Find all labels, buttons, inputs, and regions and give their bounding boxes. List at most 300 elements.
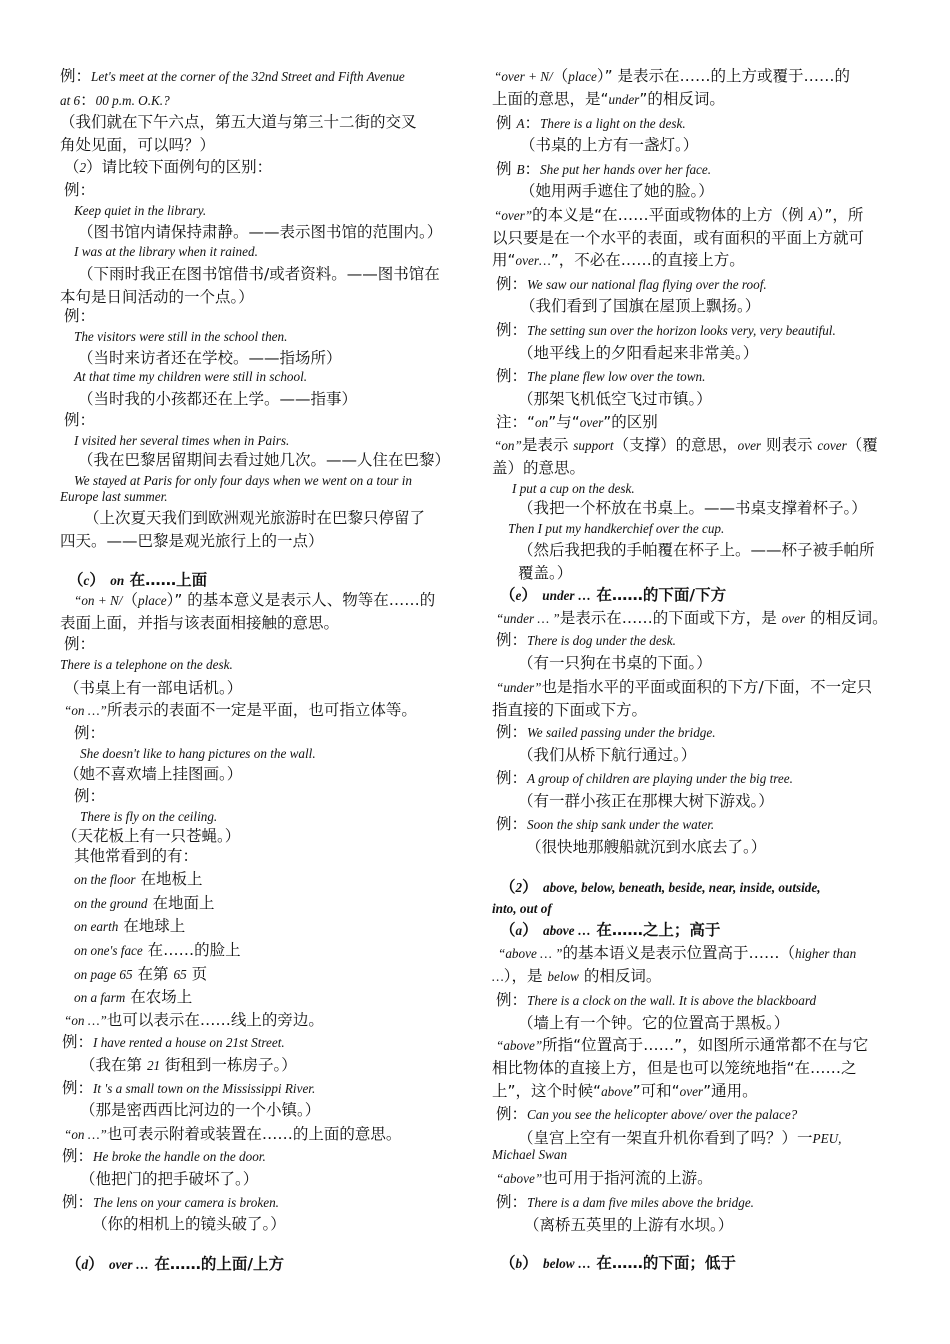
left-text-line — [80, 806, 217, 827]
english-text: Then I put my handkerchief over the cup. — [508, 521, 725, 536]
right-text-line — [496, 159, 711, 180]
left-text-line — [80, 743, 316, 764]
chinese-text: 注：“ — [496, 413, 536, 431]
chinese-text: （地平线上的夕阳看起来非常美。） — [518, 344, 759, 362]
right-text-line — [520, 296, 760, 316]
english-text: “over” — [494, 208, 533, 223]
chinese-text: （当时我的小孩都还在上学。——指事） — [78, 390, 358, 408]
left-text-line — [62, 1078, 315, 1099]
english-text: B — [516, 162, 525, 177]
english-text: on the ground — [74, 896, 148, 911]
chinese-text: （ — [66, 1255, 82, 1273]
right-text-line — [496, 768, 793, 789]
left-text-line — [84, 508, 425, 528]
left-text-line — [74, 869, 202, 890]
right-text-line — [496, 1192, 754, 1213]
chinese-text: ） — [521, 586, 543, 604]
chinese-text: 所指“位置高于……”，如图所示通常都不在与它 — [542, 1036, 869, 1054]
right-text-line — [518, 498, 867, 518]
chinese-text: （图书馆内请保持肃静。——表示图书馆的范围内。） — [78, 223, 443, 241]
right-text-line — [520, 181, 714, 201]
right-text-line — [492, 700, 647, 720]
left-text-line — [74, 846, 198, 866]
left-text-line — [68, 570, 207, 591]
left-text-line — [74, 590, 435, 611]
chinese-text: 在……的脸上 — [142, 941, 241, 959]
english-text: place — [138, 593, 167, 608]
english-text: A group of children are playing under the big tree. — [527, 771, 793, 786]
right-text-line — [512, 478, 635, 499]
left-text-line — [64, 764, 242, 784]
left-text-line — [80, 1169, 258, 1189]
chinese-text: 在……的下面；低于 — [591, 1254, 736, 1272]
english-text: “above” — [496, 1038, 543, 1053]
left-text-line — [80, 1100, 320, 1120]
chinese-text: 例： — [62, 1079, 94, 1097]
english-text: “above … ” — [498, 946, 563, 961]
english-text: She put her hands over her face. — [540, 162, 712, 177]
chinese-text: ”的相反词。 — [639, 90, 725, 108]
chinese-text: （ — [500, 1254, 516, 1272]
right-text-line — [500, 585, 726, 606]
left-text-line — [74, 893, 214, 914]
chinese-text: 则表示 — [761, 436, 818, 454]
english-text: He broke the handle on the door. — [93, 1149, 266, 1164]
chinese-text: 相比物体的直接上方，但是也可以笼统地指“在……之 — [492, 1059, 857, 1077]
chinese-text: （ — [500, 586, 516, 604]
right-text-line — [496, 608, 888, 629]
chinese-text: （ — [122, 591, 138, 609]
chinese-text: 以只要是在一个水平的表面，或有面积的平面上方就可 — [492, 229, 865, 247]
left-text-line — [60, 66, 405, 87]
chinese-text: （支撑）的意思， — [613, 436, 738, 454]
english-text: I put a cup on the desk. — [512, 481, 635, 496]
right-text-line — [492, 1144, 567, 1165]
chinese-text: 页 — [186, 965, 208, 983]
english-text: above, below, beneath, beside, near, inside, outside, — [543, 880, 821, 895]
english-text: There is a clock on the wall. It is above the blackboard — [527, 993, 817, 1008]
right-text-line — [496, 722, 716, 743]
chinese-text: ） — [522, 1254, 544, 1272]
english-text: “on …” — [64, 1127, 107, 1142]
english-text: d — [81, 1257, 89, 1272]
left-text-line — [78, 348, 342, 368]
right-text-line — [518, 791, 774, 811]
chinese-text: 例： — [64, 181, 96, 199]
chinese-text: 例 — [496, 160, 517, 178]
left-text-line — [74, 200, 206, 221]
english-text: “over + N/ — [494, 69, 553, 84]
right-text-line — [496, 1035, 868, 1056]
chinese-text: ”，不必在……的直接上方。 — [550, 251, 745, 269]
left-text-line — [64, 157, 272, 178]
left-text-line — [74, 964, 207, 985]
english-text: over — [781, 611, 806, 626]
chinese-text: 例： — [496, 631, 528, 649]
english-text: on — [110, 573, 125, 588]
chinese-text: ），是 — [503, 967, 548, 985]
left-text-line — [60, 654, 233, 675]
chinese-text: （离桥五英里的上游有水坝。） — [524, 1216, 734, 1234]
chinese-text: 在……上面 — [124, 571, 208, 589]
chinese-text: （我们看到了国旗在屋顶上飘扬。） — [520, 297, 761, 315]
english-text: The visitors were still in the school then. — [74, 329, 288, 344]
left-text-line — [66, 1254, 284, 1275]
chinese-text: ） — [89, 571, 111, 589]
chinese-text: 例： — [74, 724, 106, 742]
english-text: a — [515, 923, 523, 938]
chinese-text: 例： — [64, 307, 96, 325]
english-text: PEU, — [812, 1131, 842, 1146]
chinese-text: （有一只狗在书桌的下面。） — [518, 654, 712, 672]
chinese-text: 在地板上 — [135, 870, 203, 888]
chinese-text: 在第 — [132, 965, 174, 983]
english-text: 00 p.m. O.K.? — [95, 93, 170, 108]
english-text: support — [573, 438, 614, 453]
chinese-text: （ — [500, 878, 516, 896]
english-text: on page 65 — [74, 967, 133, 982]
chinese-text: 本句是日间活动的一个点。） — [60, 288, 254, 306]
left-text-line — [64, 410, 95, 430]
english-text: below … — [543, 1256, 592, 1271]
chinese-text: ）” 的基本意义是表示人、物等在……的 — [166, 591, 436, 609]
right-text-line — [492, 250, 745, 271]
left-text-line — [60, 112, 417, 132]
chinese-text: ） — [88, 1255, 110, 1273]
right-text-line — [518, 343, 758, 363]
english-text: b — [515, 1256, 523, 1271]
english-text: There is a telephone on the desk. — [60, 657, 233, 672]
english-text: A — [516, 116, 525, 131]
english-text: I was at the library when it rained. — [74, 244, 258, 259]
right-text-line — [496, 320, 836, 341]
chinese-text: （下雨时我正在图书馆借书/或者资料。——图书馆在 — [78, 265, 440, 283]
chinese-text: 也可表示附着或装置在……的上面的意思。 — [106, 1125, 402, 1143]
right-text-line — [496, 113, 686, 134]
chinese-text: 的相反词。 — [805, 609, 888, 627]
chinese-text: 所表示的表面不一定是平面，也可指立体等。 — [106, 701, 417, 719]
right-text-line — [500, 920, 720, 941]
chinese-text: ： — [80, 91, 96, 109]
left-text-line — [64, 306, 95, 326]
right-text-line — [496, 1168, 713, 1189]
english-text: “above” — [496, 1171, 543, 1186]
chinese-text: ”可和“ — [632, 1082, 680, 1100]
chinese-text: 在地球上 — [118, 917, 186, 935]
chinese-text: 的相反词。 — [578, 967, 662, 985]
left-text-line — [64, 1124, 401, 1145]
chinese-text: （有一群小孩正在那棵大树下游戏。） — [518, 792, 774, 810]
english-text: Keep quiet in the library. — [74, 203, 207, 218]
chinese-text: ）”，所 — [816, 206, 864, 224]
right-text-line — [492, 898, 552, 919]
chinese-text: 在……的下面/下方 — [591, 586, 727, 604]
english-text: over… — [515, 253, 551, 268]
english-text: She doesn't like to hang pictures on the wall. — [80, 746, 316, 761]
chinese-text: （ — [500, 921, 516, 939]
english-text: over … — [109, 1257, 149, 1272]
left-text-line — [62, 1032, 285, 1053]
left-text-line — [64, 634, 95, 654]
right-text-line — [518, 563, 572, 583]
right-text-line — [492, 1081, 758, 1102]
chinese-text: （那是密西西比河边的一个小镇。） — [80, 1101, 321, 1119]
right-text-line — [492, 966, 661, 987]
right-text-line — [500, 1253, 736, 1274]
chinese-text: 例 — [496, 114, 517, 132]
left-text-line — [64, 678, 242, 698]
chinese-text: （那架飞机低空飞过市镇。） — [518, 390, 712, 408]
chinese-text: 也是指水平的平面或面积的下方/下面，不一定只 — [541, 678, 873, 696]
english-text: I visited her several times when in Pairs. — [74, 433, 290, 448]
chinese-text: 例： — [496, 723, 528, 741]
right-text-line — [496, 274, 767, 295]
english-text: 2 — [515, 880, 523, 895]
english-text: 65 — [173, 967, 187, 982]
chinese-text: （墙上有一个钟。它的位置高于黑板。） — [518, 1014, 790, 1032]
chinese-text: 例： — [74, 787, 106, 805]
english-text: It 's a small town on the Mississippi River. — [93, 1081, 316, 1096]
left-text-line — [74, 786, 105, 806]
english-text: There is a light on the desk. — [540, 116, 686, 131]
chinese-text: 例： — [64, 635, 96, 653]
english-text: on a farm — [74, 990, 126, 1005]
chinese-text: ： — [524, 114, 541, 132]
chinese-text: 其他常看到的有： — [74, 847, 199, 865]
chinese-text: （ — [68, 571, 84, 589]
english-text: We saw our national flag flying over the roof. — [527, 277, 767, 292]
chinese-text: （你的相机上的镜头破了。） — [92, 1215, 286, 1233]
english-text: cover — [817, 438, 847, 453]
english-text: e — [515, 588, 522, 603]
right-text-line — [496, 1104, 797, 1125]
right-text-line — [508, 518, 724, 539]
chinese-text: 例： — [496, 815, 528, 833]
english-text: on — [535, 415, 549, 430]
english-text: over — [737, 438, 762, 453]
english-text: at 6 — [60, 93, 81, 108]
english-text: under — [608, 92, 640, 107]
chinese-text: ） — [522, 878, 544, 896]
chinese-text: （ — [552, 67, 569, 85]
left-text-line — [78, 264, 440, 284]
left-text-line — [74, 723, 105, 743]
english-text: Soon the ship sank under the water. — [527, 817, 715, 832]
left-text-line — [78, 389, 357, 409]
english-text: above … — [543, 923, 591, 938]
left-text-line — [62, 1192, 279, 1213]
right-text-line — [518, 745, 696, 765]
english-text: … — [492, 969, 504, 984]
right-text-line — [518, 1013, 789, 1033]
left-text-line — [80, 1055, 297, 1076]
right-text-line — [518, 653, 712, 673]
chinese-text: 角处见面，可以吗？） — [60, 136, 216, 154]
english-text: below — [547, 969, 579, 984]
left-text-line — [60, 135, 215, 155]
right-text-line — [500, 877, 821, 898]
chinese-text: 的基本语义是表示位置高于……（ — [562, 944, 795, 962]
english-text: The plane flew low over the town. — [527, 369, 706, 384]
left-text-line — [62, 1146, 266, 1167]
left-text-line — [60, 531, 324, 551]
english-text: “on + N/ — [74, 593, 123, 608]
left-text-line — [78, 450, 450, 470]
chinese-text: 例： — [62, 1033, 94, 1051]
right-text-line — [520, 135, 698, 155]
chinese-text: （我在巴黎居留期间去看过她几次。——人住在巴黎） — [78, 451, 451, 469]
left-text-line — [92, 1214, 286, 1234]
right-text-line — [498, 943, 856, 964]
chinese-text: 表面上面，并指与该表面相接触的意思。 — [60, 614, 340, 632]
english-text: higher than — [795, 946, 857, 961]
chinese-text: ： — [524, 160, 541, 178]
english-text: At that time my children were still in school. — [74, 369, 308, 384]
english-text: We sailed passing under the bridge. — [527, 725, 716, 740]
chinese-text: （他把门的把手破坏了。） — [80, 1170, 259, 1188]
right-text-line — [492, 89, 725, 110]
left-text-line — [74, 366, 307, 387]
chinese-text: 例： — [496, 321, 528, 339]
right-text-line — [524, 1215, 733, 1235]
english-text: above — [601, 1084, 633, 1099]
chinese-text: （书桌上有一部电话机。） — [64, 679, 243, 697]
left-text-line — [74, 940, 241, 961]
left-text-line — [64, 700, 417, 721]
chinese-text: 例： — [496, 367, 528, 385]
english-text: “on …” — [64, 703, 107, 718]
english-text: We stayed at Paris for only four days when we went on a tour in — [74, 473, 412, 488]
chinese-text: （我在第 — [80, 1056, 147, 1074]
chinese-text: （天花板上有一只苍蝇。） — [62, 827, 241, 845]
left-text-line — [74, 430, 289, 451]
chinese-text: 的本义是“在……平面或物体的上方（例 — [532, 206, 809, 224]
chinese-text: 在农场上 — [125, 988, 193, 1006]
left-text-line — [78, 222, 442, 242]
chinese-text: 上”，这个时候“ — [492, 1082, 602, 1100]
right-text-line — [492, 228, 864, 248]
left-text-line — [64, 180, 95, 200]
chinese-text: （皇宫上空有一架直升机你看到了吗？）一 — [518, 1129, 813, 1147]
english-text: The lens on your camera is broken. — [93, 1195, 279, 1210]
chinese-text: 例： — [496, 275, 528, 293]
right-text-line — [496, 412, 658, 433]
chinese-text: ”通用。 — [703, 1082, 758, 1100]
english-text: “on …” — [64, 1013, 107, 1028]
chinese-text: ）请比较下面例句的区别： — [86, 158, 273, 176]
left-text-line — [74, 987, 192, 1008]
chinese-text: （上次夏天我们到欧洲观光旅游时在巴黎只停留了 — [84, 509, 426, 527]
english-text: place — [568, 69, 597, 84]
left-text-line — [62, 826, 240, 846]
english-text: over — [679, 1084, 704, 1099]
chinese-text: 是表示 — [521, 436, 574, 454]
english-text: under … — [542, 588, 592, 603]
chinese-text: 在……的上面/上方 — [148, 1255, 284, 1273]
chinese-text: 也可以表示在……线上的旁边。 — [106, 1011, 324, 1029]
chinese-text: ）” 是表示在……的上方或覆于……的 — [596, 67, 851, 85]
chinese-text: 例： — [62, 1147, 94, 1165]
english-text: Let's meet at the corner of the 32nd Street and Fifth Avenue — [91, 69, 405, 84]
left-text-line — [74, 916, 185, 937]
english-text: “under … ” — [496, 611, 560, 626]
english-text: over — [579, 415, 604, 430]
chinese-text: 例： — [64, 411, 96, 429]
chinese-text: （我们从桥下航行通过。） — [518, 746, 697, 764]
right-text-line — [496, 366, 705, 387]
english-text: “on” — [494, 438, 522, 453]
chinese-text: 例： — [496, 1105, 528, 1123]
chinese-text: ”与“ — [548, 413, 580, 431]
chinese-text: 例： — [496, 991, 528, 1009]
english-text: There is dog under the desk. — [527, 633, 676, 648]
right-text-line — [494, 435, 878, 456]
chinese-text: 四天。——巴黎是观光旅行上的一点） — [60, 532, 324, 550]
right-text-line — [518, 540, 875, 560]
left-text-line — [60, 90, 170, 111]
english-text: Can you see the helicopter above/ over the palace? — [527, 1107, 798, 1122]
left-text-line — [74, 241, 258, 262]
chinese-text: 指直接的下面或下方。 — [492, 701, 648, 719]
chinese-text: 例： — [60, 67, 92, 85]
chinese-text: ） — [522, 921, 544, 939]
chinese-text: 是表示在……的下面或下方，是 — [559, 609, 782, 627]
chinese-text: （覆 — [846, 436, 878, 454]
english-text: on one's face — [74, 943, 143, 958]
left-text-line — [60, 287, 254, 307]
right-text-line — [518, 389, 712, 409]
left-text-line — [64, 1010, 324, 1031]
chinese-text: （然后我把我的手帕覆在杯子上。——杯子被手帕所 — [518, 541, 875, 559]
chinese-text: 用“ — [492, 251, 516, 269]
english-text: I have rented a house on 21st Street. — [93, 1035, 285, 1050]
english-text: The setting sun over the horizon looks very, very beautiful. — [527, 323, 836, 338]
chinese-text: （她用两手遮住了她的脸。） — [520, 182, 714, 200]
chinese-text: 例： — [62, 1193, 94, 1211]
english-text: “under” — [496, 680, 542, 695]
chinese-text: ”的区别 — [603, 413, 658, 431]
chinese-text: 盖）的意思。 — [492, 459, 586, 477]
chinese-text: （书桌的上方有一盏灯。） — [520, 136, 699, 154]
english-text: There is a dam five miles above the bridge. — [527, 1195, 754, 1210]
chinese-text: 例： — [496, 1193, 528, 1211]
english-text: There is fly on the ceiling. — [80, 809, 218, 824]
right-text-line — [496, 814, 714, 835]
right-text-line — [526, 837, 766, 857]
right-text-line — [494, 66, 850, 87]
english-text: 21 — [146, 1058, 161, 1073]
english-text: on earth — [74, 919, 119, 934]
right-text-line — [496, 677, 872, 698]
right-text-line — [492, 1058, 857, 1078]
chinese-text: （很快地那艘船就沉到水底去了。） — [526, 838, 767, 856]
english-text: into, out of — [492, 901, 552, 916]
right-text-line — [496, 630, 676, 651]
chinese-text: 上面的意思，是“ — [492, 90, 609, 108]
chinese-text: 例： — [496, 769, 528, 787]
chinese-text: 也可用于指河流的上游。 — [542, 1169, 713, 1187]
chinese-text: 街租到一栋房子。） — [160, 1056, 297, 1074]
english-text: 2 — [79, 160, 87, 175]
chinese-text: （她不喜欢墙上挂图画。） — [64, 765, 243, 783]
chinese-text: （我把一个杯放在书桌上。——书桌支撑着杯子。） — [518, 499, 867, 517]
english-text: Michael Swan — [492, 1147, 568, 1162]
right-text-line — [492, 458, 585, 478]
left-text-line — [74, 326, 287, 347]
english-text: c — [83, 573, 90, 588]
chinese-text: （当时来访者还在学校。——指场所） — [78, 349, 342, 367]
chinese-text: 覆盖。） — [518, 564, 573, 582]
